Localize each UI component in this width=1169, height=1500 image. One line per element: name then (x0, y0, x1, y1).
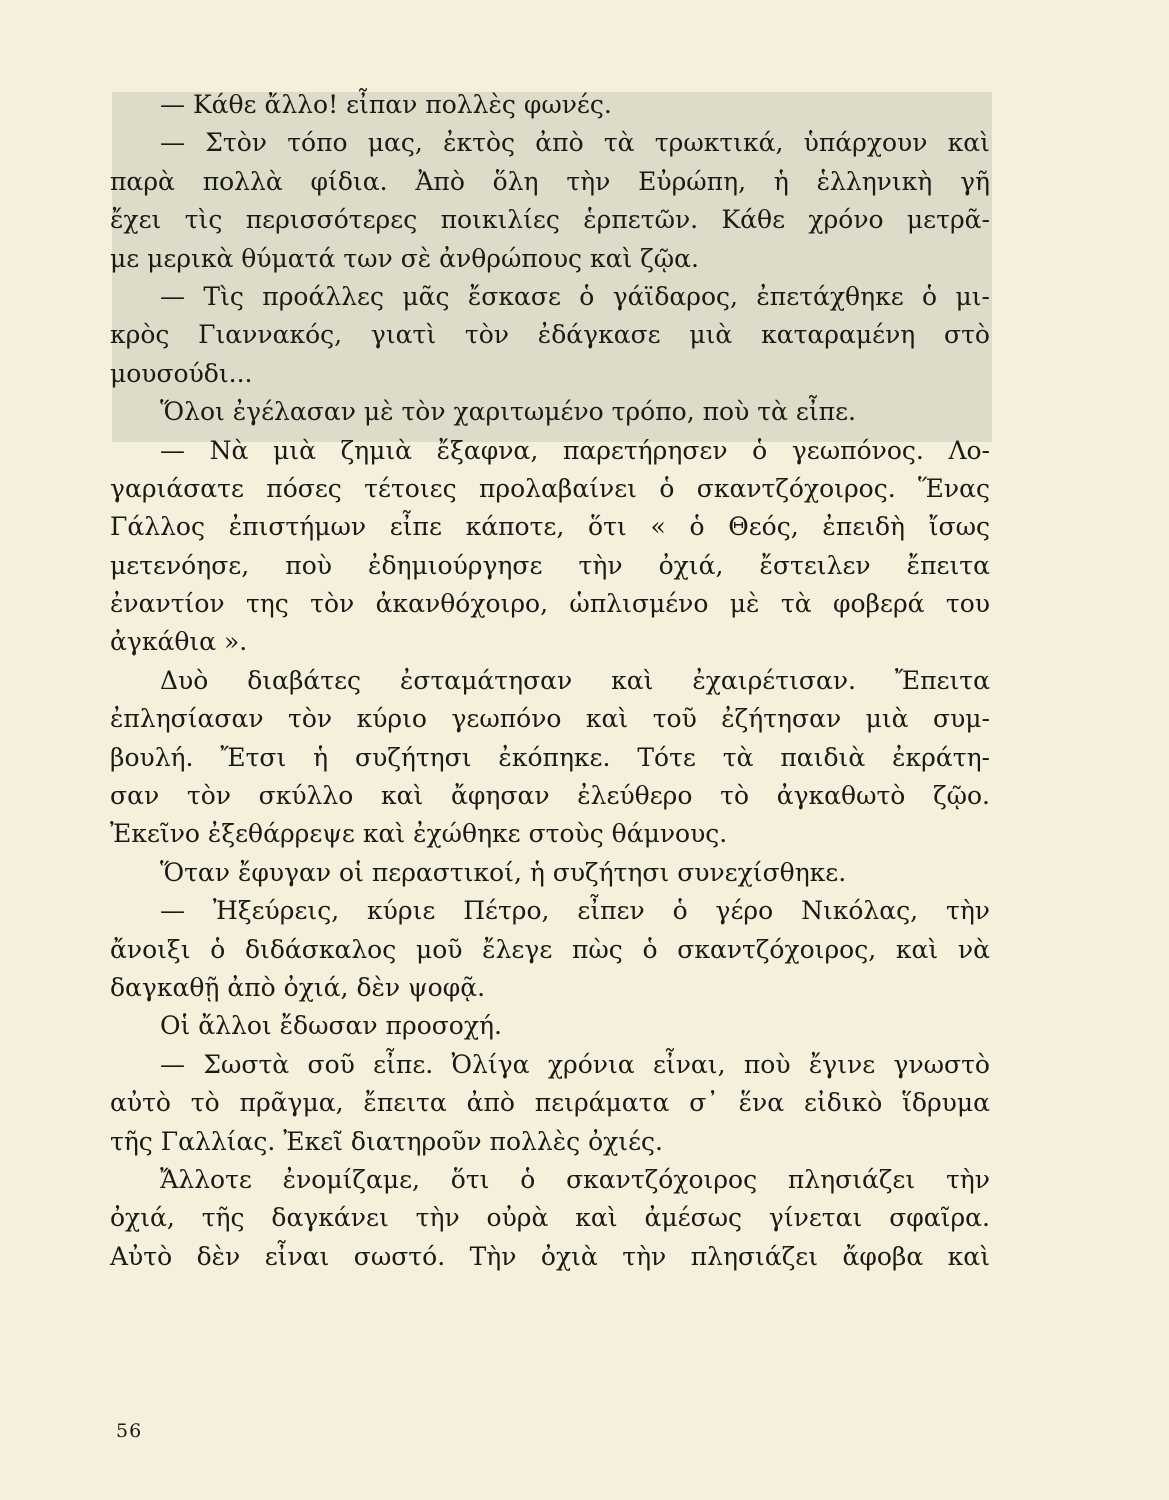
text-line: — Τὶς προάλλες μᾶς ἔσκασε ὁ γάϊδαρος, ἐπετάχθηκε ὁ μι- (160, 281, 990, 311)
text-line: — Κάθε ἄλλο! εἶπαν πολλὲς φωνές. (160, 90, 612, 119)
text-line: — Σωστὰ σοῦ εἶπε. Ὀλίγα χρόνια εἶναι, ποὺ ἔγινε γνωστὸ (160, 1049, 990, 1079)
text-line: ἀγκάθια ». (110, 627, 248, 657)
text-line: κρὸς Γιαννακός, γιατὶ τὸν ἐδάγκασε μιὰ καταραμένη στὸ (110, 320, 990, 350)
text-line: μετενόησε, ποὺ ἐδημιούργησε τὴν ὀχιά, ἔστειλεν ἔπειτα (110, 550, 990, 580)
text-line: Ἄλλοτε ἐνομίζαμε, ὅτι ὁ σκαντζόχοιρος πλησιάζει τὴν (160, 1164, 990, 1194)
text-line: παρὰ πολλὰ φίδια. Ἀπὸ ὅλη τὴν Εὐρώπη, ἡ ἑλληνικὴ γῆ (110, 166, 990, 196)
text-line: ἐπλησίασαν τὸν κύριο γεωπόνο καὶ τοῦ ἐζήτησαν μιὰ συμ- (110, 704, 990, 734)
text-line: Ἐκεῖνο ἐξεθάρρεψε καὶ ἐχώθηκε στοὺς θάμνους. (110, 819, 728, 849)
text-line: — Στὸν τόπο μας, ἐκτὸς ἀπὸ τὰ τρωκτικά, ὑπάρχουν καὶ (160, 128, 990, 158)
text-line: ὀχιά, τῆς δαγκάνει τὴν οὐρὰ καὶ ἀμέσως γίνεται σφαῖρα. (110, 1203, 990, 1233)
body-text (110, 86, 990, 1276)
page-number: 56 (116, 1420, 143, 1442)
text-line: Αὐτὸ δὲν εἶναι σωστό. Τὴν ὀχιὰ τὴν πλησιάζει ἄφοβα καὶ (110, 1241, 990, 1271)
text-line: μουσούδι... (110, 358, 253, 388)
text-line: ἐναντίον της τὸν ἀκανθόχοιρο, ὡπλισμένο μὲ τὰ φοβερά του (110, 589, 990, 619)
text-line: αὐτὸ τὸ πρᾶγμα, ἔπειτα ἀπὸ πειράματα σ᾽ ἕνα εἰδικὸ ἵδρυμα (110, 1088, 990, 1118)
text-line: σαν τὸν σκύλλο καὶ ἄφησαν ἐλεύθερο τὸ ἀγκαθωτὸ ζῷο. (110, 781, 990, 811)
text-line: — Ἠξεύρεις, κύριε Πέτρο, εἶπεν ὁ γέρο Νικόλας, τὴν (160, 896, 990, 926)
text-line: Γάλλος ἐπιστήμων εἶπε κάποτε, ὅτι « ὁ Θεός, ἐπειδὴ ἴσως (110, 512, 990, 542)
text-line: Ὅταν ἔφυγαν οἱ περαστικοί, ἡ συζήτησι συνεχίσθηκε. (160, 857, 847, 887)
text-line: τῆς Γαλλίας. Ἐκεῖ διατηροῦν πολλὲς ὀχιές. (110, 1126, 663, 1156)
text-line: ἄνοιξι ὁ διδάσκαλος μοῦ ἔλεγε πὼς ὁ σκαντζόχοιρος, καὶ νὰ (110, 934, 990, 964)
text-line: Οἱ ἄλλοι ἔδωσαν προσοχή. (160, 1011, 502, 1041)
text-line: με μερικὰ θύματά των σὲ ἀνθρώπους καὶ ζῷα. (110, 243, 699, 273)
text-line: βουλή. Ἔτσι ἡ συζήτησι ἐκόπηκε. Τότε τὰ παιδιὰ ἐκράτη- (110, 742, 990, 772)
text-line: ἔχει τὶς περισσότερες ποικιλίες ἑρπετῶν. Κάθε χρόνο μετρᾶ- (110, 205, 990, 235)
text-line: Ὅλοι ἐγέλασαν μὲ τὸν χαριτωμένο τρόπο, ποὺ τὰ εἶπε. (160, 397, 856, 427)
text-line: Δυὸ διαβάτες ἐσταμάτησαν καὶ ἐχαιρέτισαν. Ἔπειτα (160, 665, 990, 695)
text-line: γαριάσατε πόσες τέτοιες προλαβαίνει ὁ σκαντζόχοιρος. Ἕνας (110, 473, 990, 503)
text-line: δαγκαθῇ ἀπὸ ὀχιά, δὲν ψοφᾷ. (110, 972, 486, 1002)
text-line: — Νὰ μιὰ ζημιὰ ἔξαφνα, παρετήρησεν ὁ γεωπόνος. Λο- (160, 435, 990, 465)
